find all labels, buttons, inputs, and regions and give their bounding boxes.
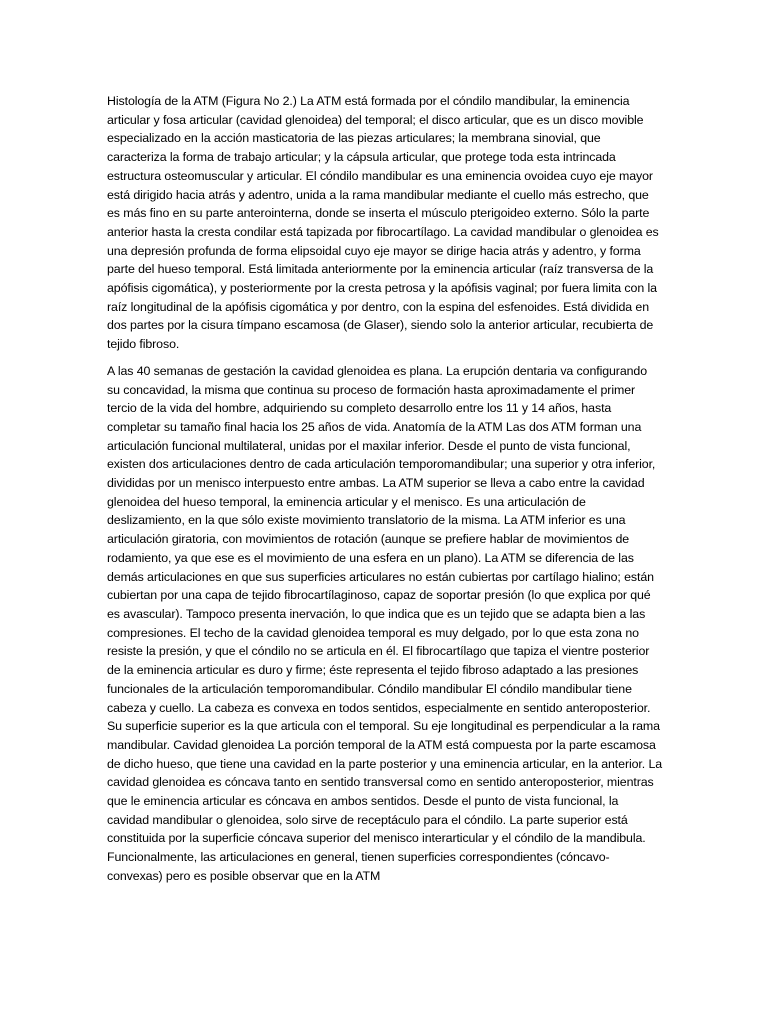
paragraph-gestacion-anatomia: A las 40 semanas de gestación la cavidad glenoidea es plana. La erupción dentaria va configurando su concavidad, la misma que continua su proceso de formación hasta aproximadamente el primer tercio de la vida del hombre, adquiriendo su completo desarrollo entre los 11 y 14 años, hasta completar su tamaño final hacia los 25 años de vida. Anatomía de la ATM Las dos ATM forman una articulación funcional multilateral, unidas por el maxilar inferior. Desde el punto de vista funcional, existen dos articulaciones dentro de cada articulación temporomandibular; una superior y otra inferior, divididas por un menisco interpuesto entre ambas. La ATM superior se lleva a cabo entre la cavidad glenoidea del hueso temporal, la eminencia articular y el menisco. Es una articulación de deslizamiento, en la que sólo existe movimiento translatorio de la misma. La ATM inferior es una articulación giratoria, con movimientos de rotación (aunque se prefiere hablar de movimientos de rodamiento, ya que ese es el movimiento de una esfera en un plano). La ATM se diferencia de las demás articulaciones en que sus superficies articulares no están cubiertas por cartílago hialino; están cubiertan por una capa de tejido fibrocartílaginoso, capaz de soportar presión (lo que explica por qué es avascular). Tampoco presenta inervación, lo que indica que es un tejido que se adapta bien a las compresiones. El techo de la cavidad glenoidea temporal es muy delgado, por lo que esta zona no resiste la presión, y que el cóndilo no se articula en él. El fibrocartílago que tapiza el vientre posterior de la eminencia articular es duro y firme; éste representa el tejido fibroso adaptado a las presiones funcionales de la articulación temporomandibular. Cóndilo mandibular El cóndilo mandibular tiene cabeza y cuello. La cabeza es convexa en todos sentidos, especialmente en sentido anteroposterior. Su superficie superior es la que articula con el temporal. Su eje longitudinal es perpendicular a la rama mandibular. Cavidad glenoidea La porción temporal de la ATM está compuesta por la parte escamosa de dicho hueso, que tiene una cavidad en la parte posterior y una eminencia articular, en la anterior. La cavidad glenoidea es cóncava tanto en sentido transversal como en sentido anteroposterior, mientras que le eminencia articular es cóncava en ambos sentidos. Desde el punto de vista funcional, la cavidad mandibular o glenoidea, solo sirve de receptáculo para el cóndilo. La parte superior está constituida por la superficie cóncava superior del menisco interarticular y el cóndilo de la mandibula. Funcionalmente, las articulaciones en general, tienen superficies correspondientes (cóncavo-convexas) pero es posible observar que en la ATM (107, 363, 663, 883)
document-page (107, 92, 663, 886)
paragraph-histologia: Histología de la ATM (Figura No 2.) La ATM está formada por el cóndilo mandibular, la eminencia articular y fosa articular (cavidad glenoidea) del temporal; el disco articular, que es un disco movible especializado en la acción masticatoria de las piezas articulares; la membrana sinovial, que caracteriza la forma de trabajo articular; y la cápsula articular, que protege toda esta intrincada estructura osteomuscular y articular. El cóndilo mandibular es una eminencia ovoidea cuyo eje mayor está dirigido hacia atrás y adentro, unida a la rama mandibular mediante el cuello más estrecho, que es más fino en su parte anterointerna, donde se inserta el músculo pterigoideo externo. Sólo la parte anterior hasta la cresta condilar está tapizada por fibrocartílago. La cavidad mandibular o glenoidea es una depresión profunda de forma elipsoidal cuyo eje mayor se dirige hacia atrás y adentro, y forma parte del hueso temporal. Está limitada anteriormente por la eminencia articular (raíz transversa de la apófisis cigomática), y posteriormente por la cresta petrosa y la apófisis vaginal; por fuera limita con la raíz longitudinal de la apófisis cigomática y por dentro, con la espina del esfenoides. Está dividida en dos partes por la cisura tímpano escamosa (de Glaser), siendo solo la anterior articular, recubierta de tejido fibroso. (107, 94, 659, 352)
